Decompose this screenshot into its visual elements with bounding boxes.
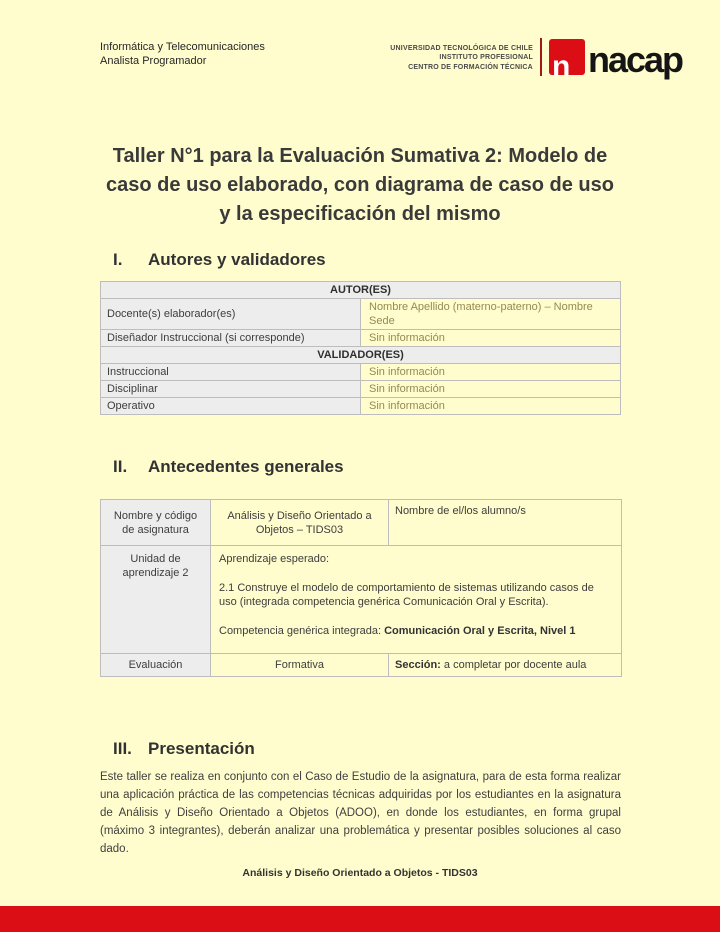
students-cell: Nombre de el/los alumno/s [389, 500, 622, 546]
section-cell [389, 654, 622, 677]
competency-prefix: Competencia genérica integrada: [219, 625, 385, 637]
title-line-3: y la especificación del mismo [219, 203, 501, 225]
university-line: UNIVERSIDAD TECNOLÓGICA DE CHILE [390, 44, 533, 52]
section-label: Presentación [148, 739, 255, 758]
authors-validators-table [100, 281, 621, 415]
table-row [101, 500, 622, 546]
institution-header [390, 38, 682, 83]
section-number: II. [113, 457, 128, 476]
table-row [101, 398, 621, 415]
row-value-cell: Sin información [361, 330, 621, 347]
logo-divider [540, 38, 542, 76]
learning-outcome-line: 2.1 Construye el modelo de comportamiento de sistemas utilizando casos de uso (integrada competencia genérica Comunicación Oral y Escrita). [219, 582, 594, 608]
learning-expected-line: Aprendizaje esperado: [219, 553, 330, 565]
page-header [0, 0, 720, 83]
section-number: III. [113, 739, 132, 758]
bottom-red-bar [0, 906, 720, 932]
title-line-2: caso de uso elaborado, con diagrama de caso de uso [106, 174, 614, 196]
competency-bold: Comunicación Oral y Escrita, Nivel 1 [384, 625, 576, 637]
row-value-cell: Nombre Apellido (materno-paterno) – Nombre Sede [361, 299, 621, 330]
unit-label-cell: Unidad de aprendizaje 2 [101, 546, 211, 654]
inacap-logo-mark-icon [549, 39, 585, 83]
table-row [101, 654, 622, 677]
learning-outcome-cell [211, 546, 622, 654]
table-row [101, 330, 621, 347]
document-title [70, 142, 650, 229]
section-heading-antecedentes [113, 457, 720, 477]
row-label-cell: Docente(s) elaborador(es) [101, 299, 361, 330]
row-label-cell: Diseñador Instruccional (si corresponde) [101, 330, 361, 347]
evaluation-type-cell: Formativa [211, 654, 389, 677]
general-background-table [100, 499, 622, 677]
row-value-cell: Sin información [361, 364, 621, 381]
program-area-line: Informática y Telecomunicaciones [100, 41, 265, 53]
table-row [101, 282, 621, 299]
inacap-logo-wordmark: nacap [587, 39, 682, 80]
section-label: Antecedentes generales [148, 457, 344, 476]
logo-n-glyph: n [551, 50, 571, 83]
section-value: a completar por docente aula [440, 659, 587, 671]
row-value-cell: Sin información [361, 381, 621, 398]
row-label-cell: Operativo [101, 398, 361, 415]
evaluation-label-cell: Evaluación [101, 654, 211, 677]
table-row [101, 347, 621, 364]
university-line: INSTITUTO PROFESIONAL [439, 54, 533, 62]
table-row [101, 299, 621, 330]
section-label: Autores y validadores [148, 250, 326, 269]
course-label-cell: Nombre y código de asignatura [101, 500, 211, 546]
table-row [101, 381, 621, 398]
generic-competency-line [219, 624, 613, 638]
university-name-block [390, 42, 533, 73]
footer-course-code: Análisis y Diseño Orientado a Objetos - TIDS03 [242, 867, 478, 879]
program-header [100, 38, 265, 68]
authors-group-header-cell: AUTOR(ES) [101, 282, 621, 299]
table-row [101, 364, 621, 381]
title-line-1: Taller N°1 para la Evaluación Sumativa 2: Modelo de [112, 145, 608, 167]
presentation-paragraph: Este taller se realiza en conjunto con el Caso de Estudio de la asignatura, para de esta forma realizar una aplicación práctica de las competencias técnicas adquiridas por los estudiantes en la asignatura de Análisis y Diseño Orientado a Objetos (ADOO), en donde los estudiantes, en forma grupal (máximo 3 integrantes), deberán analizar una problemática y presentar posibles soluciones al caso dado. [100, 771, 621, 855]
section-number: I. [113, 250, 123, 269]
table-row [101, 546, 622, 654]
row-label-cell: Disciplinar [101, 381, 361, 398]
inacap-logo [549, 39, 682, 83]
section-heading-autores [113, 250, 720, 270]
section-heading-presentacion [113, 739, 720, 759]
university-line: CENTRO DE FORMACIÓN TÉCNICA [408, 63, 533, 71]
section-prefix: Sección: [395, 659, 441, 671]
course-name-cell: Análisis y Diseño Orientado a Objetos – TIDS03 [211, 500, 389, 546]
row-label-cell: Instruccional [101, 364, 361, 381]
row-value-cell: Sin información [361, 398, 621, 415]
validators-group-header-cell: VALIDADOR(ES) [101, 347, 621, 364]
program-name-line: Analista Programador [100, 55, 207, 67]
